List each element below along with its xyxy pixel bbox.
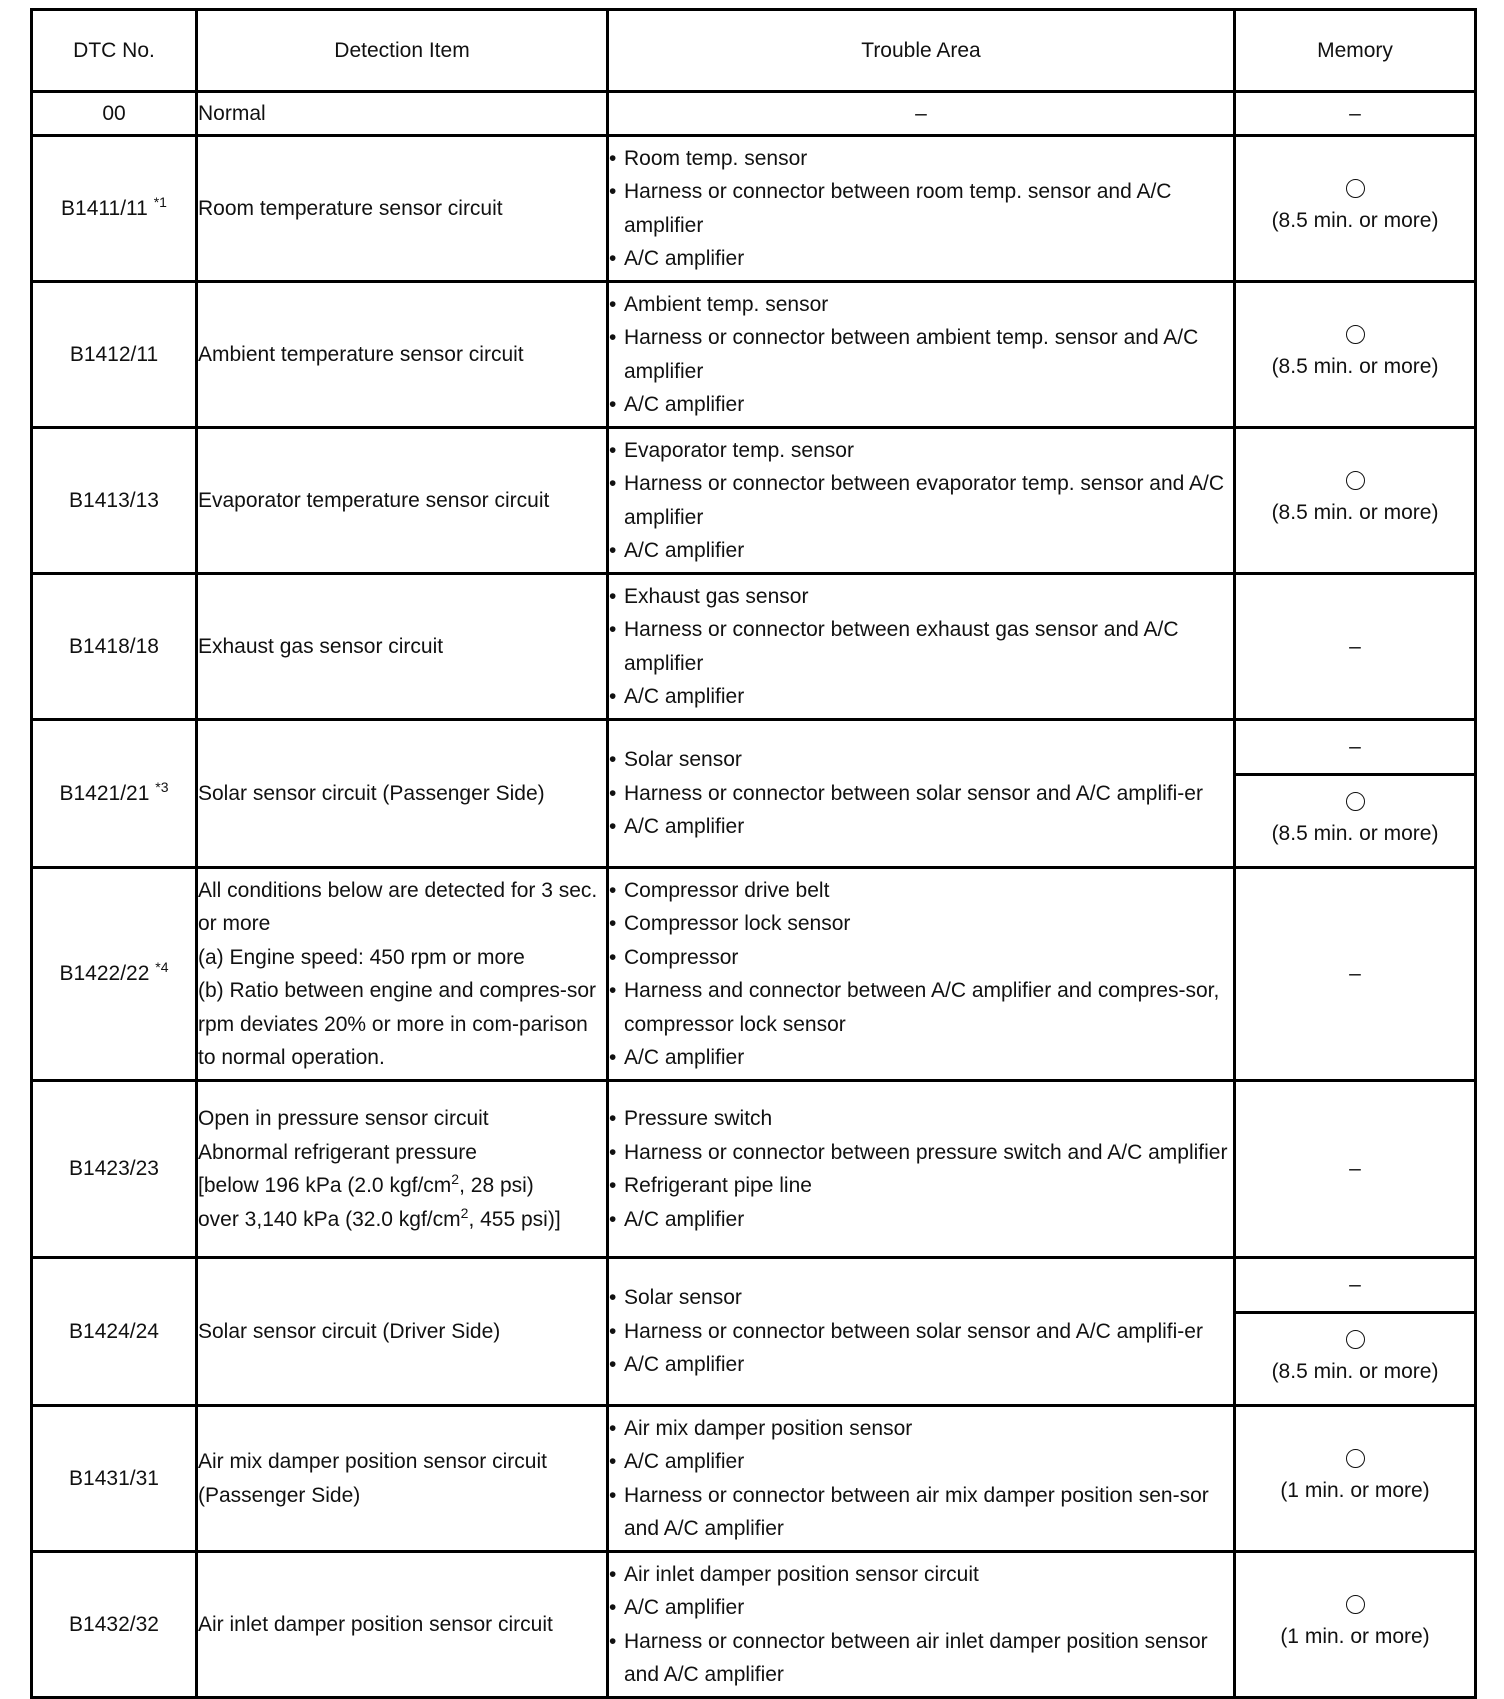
memory-cell: (1 min. or more) (1235, 1406, 1476, 1552)
list-item: • Harness or connector between exhaust gas sensor and A/C amplifier (609, 613, 1233, 680)
memory-dash: – (1235, 92, 1476, 136)
trouble-area (608, 1258, 1235, 1406)
circle-icon (1346, 1449, 1365, 1468)
detection-item: Exhaust gas sensor circuit (197, 574, 608, 720)
trouble-area (608, 868, 1235, 1081)
table-row (32, 428, 1476, 574)
list-item: • Evaporator temp. sensor (609, 434, 1233, 468)
list-item: • Exhaust gas sensor (609, 580, 1233, 614)
list-item: • Harness or connector between solar sensor and A/C amplifi-er (609, 777, 1233, 811)
dtc-code: B1432/32 (32, 1552, 197, 1698)
list-item: • Ambient temp. sensor (609, 288, 1233, 322)
detection-item: Normal (197, 92, 608, 136)
detection-item: All conditions below are detected for 3 sec. or more (a) Engine speed: 450 rpm or more (b) Ratio between engine and compres-sor rpm deviates 20% or more in com-parison to normal operation. (197, 868, 608, 1081)
detection-item: Solar sensor circuit (Passenger Side) (197, 720, 608, 868)
table-row (32, 868, 1476, 1081)
memory-dash: – (1235, 1258, 1476, 1313)
table-row (32, 1552, 1476, 1698)
header-memory: Memory (1235, 10, 1476, 92)
trouble-area (608, 574, 1235, 720)
list-item: • Harness or connector between air inlet damper position sensor and A/C amplifier (609, 1625, 1233, 1692)
list-item: • Harness or connector between pressure switch and A/C amplifier (609, 1136, 1233, 1170)
footnote-ref: *4 (155, 959, 169, 976)
header-trouble-area: Trouble Area (608, 10, 1235, 92)
circle-icon (1346, 179, 1365, 198)
table-row (32, 282, 1476, 428)
memory-cell: (1 min. or more) (1235, 1552, 1476, 1698)
detection-item: Solar sensor circuit (Driver Side) (197, 1258, 608, 1406)
list-item: • A/C amplifier (609, 242, 1233, 276)
memory-dash: – (1235, 868, 1476, 1081)
dtc-code: B1412/11 (32, 282, 197, 428)
trouble-area (608, 1552, 1235, 1698)
dtc-code: B1422/22 $^{*4}$ (32, 868, 197, 1081)
memory-cell: (8.5 min. or more) (1235, 1313, 1476, 1406)
dtc-code: B1423/23 (32, 1081, 197, 1258)
list-item: • A/C amplifier (609, 810, 1233, 844)
dtc-code: B1418/18 (32, 574, 197, 720)
list-item: • Refrigerant pipe line (609, 1169, 1233, 1203)
memory-dash: – (1235, 1081, 1476, 1258)
dtc-code: B1411/11 $^{*1}$ (32, 136, 197, 282)
trouble-area (608, 1406, 1235, 1552)
trouble-area (608, 1081, 1235, 1258)
header-dtc-no: DTC No. (32, 10, 197, 92)
table-row (32, 136, 1476, 282)
list-item: • A/C amplifier (609, 1041, 1233, 1075)
detection-item: Room temperature sensor circuit (197, 136, 608, 282)
circle-icon (1346, 471, 1365, 490)
trouble-area (608, 428, 1235, 574)
circle-icon (1346, 325, 1365, 344)
list-item: • Compressor (609, 941, 1233, 975)
list-item: • Solar sensor (609, 1281, 1233, 1315)
table-row (32, 1258, 1476, 1313)
dtc-table (30, 8, 1477, 1699)
header-detection-item: Detection Item (197, 10, 608, 92)
detection-item: Air mix damper position sensor circuit (Passenger Side) (197, 1406, 608, 1552)
list-item: • Harness or connector between evaporator temp. sensor and A/C amplifier (609, 467, 1233, 534)
memory-dash: – (1235, 720, 1476, 775)
trouble-area (608, 136, 1235, 282)
table-row (32, 1406, 1476, 1552)
list-item: • Solar sensor (609, 743, 1233, 777)
memory-dash: – (1235, 574, 1476, 720)
list-item: • A/C amplifier (609, 1591, 1233, 1625)
table-row (32, 1081, 1476, 1258)
dtc-code: 00 (32, 92, 197, 136)
list-item: • Room temp. sensor (609, 142, 1233, 176)
footnote-ref: *1 (153, 193, 167, 210)
list-item: • Harness or connector between air mix damper position sen-sor and A/C amplifier (609, 1479, 1233, 1546)
table-row (32, 92, 1476, 136)
dtc-code: B1424/24 (32, 1258, 197, 1406)
table-row (32, 720, 1476, 775)
detection-item: Evaporator temperature sensor circuit (197, 428, 608, 574)
header-row (32, 10, 1476, 92)
list-item: • Harness or connector between ambient temp. sensor and A/C amplifier (609, 321, 1233, 388)
list-item: • Harness or connector between solar sensor and A/C amplifi-er (609, 1315, 1233, 1349)
dtc-code: B1413/13 (32, 428, 197, 574)
dtc-code: B1421/21 $^{*3}$ (32, 720, 197, 868)
circle-icon (1346, 1330, 1365, 1349)
list-item: • Air inlet damper position sensor circuit (609, 1558, 1233, 1592)
list-item: • Air mix damper position sensor (609, 1412, 1233, 1446)
memory-cell: (8.5 min. or more) (1235, 775, 1476, 868)
memory-cell: (8.5 min. or more) (1235, 136, 1476, 282)
list-item: • Compressor lock sensor (609, 907, 1233, 941)
list-item: • A/C amplifier (609, 534, 1233, 568)
detection-item: Air inlet damper position sensor circuit (197, 1552, 608, 1698)
list-item: • Harness or connector between room temp. sensor and A/C amplifier (609, 175, 1233, 242)
list-item: • A/C amplifier (609, 1348, 1233, 1382)
list-item: • Compressor drive belt (609, 874, 1233, 908)
list-item: • A/C amplifier (609, 680, 1233, 714)
trouble-area (608, 720, 1235, 868)
list-item: • A/C amplifier (609, 388, 1233, 422)
memory-cell: (8.5 min. or more) (1235, 282, 1476, 428)
circle-icon (1346, 1595, 1365, 1614)
list-item: • Pressure switch (609, 1102, 1233, 1136)
detection-item: Open in pressure sensor circuit Abnormal refrigerant pressure [below 196 kPa (2.0 kgf/$cm^2$, 28 psi) over 3,140 kPa (32.0 kgf/$cm^2$, 455 psi)] (197, 1081, 608, 1258)
trouble-area-dash: – (608, 92, 1235, 136)
trouble-area (608, 282, 1235, 428)
list-item: • A/C amplifier (609, 1445, 1233, 1479)
footnote-ref: *3 (155, 778, 169, 795)
list-item: • A/C amplifier (609, 1203, 1233, 1237)
table-row (32, 574, 1476, 720)
dtc-code: B1431/31 (32, 1406, 197, 1552)
list-item: • Harness and connector between A/C amplifier and compres-sor, compressor lock sensor (609, 974, 1233, 1041)
memory-cell: (8.5 min. or more) (1235, 428, 1476, 574)
circle-icon (1346, 792, 1365, 811)
detection-item: Ambient temperature sensor circuit (197, 282, 608, 428)
